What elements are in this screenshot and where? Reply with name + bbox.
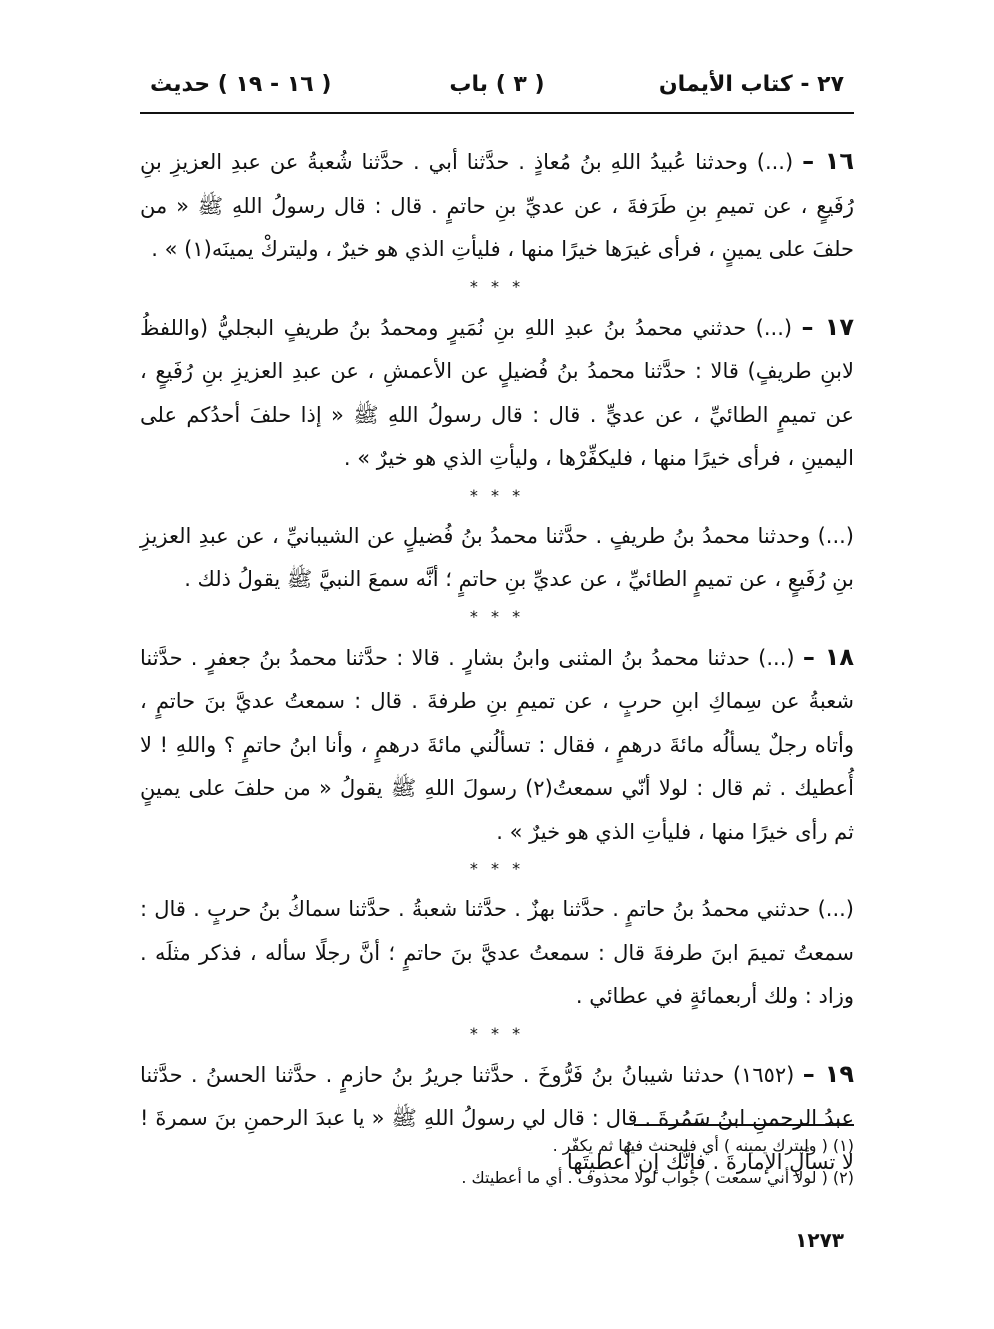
running-header-hadith-range: ( ١٦ - ١٩ ) حديث — [150, 72, 332, 97]
section-separator: * * * — [469, 859, 525, 878]
running-header-section: ( ٣ ) باب — [449, 72, 545, 97]
footnote-rule — [634, 1124, 854, 1126]
header-rule — [140, 112, 854, 114]
section-separator: * * * — [469, 1023, 525, 1043]
hadith-paragraph — [140, 636, 854, 855]
hadith-paragraph — [140, 140, 854, 272]
section-separator: * * * — [469, 606, 525, 626]
section-separator: * * * — [469, 276, 525, 296]
hadith-text: (...) وحدثنا محمدُ بنُ طريفٍ . حدَّثنا محمدُ بنُ فُضيلٍ عن الشيبانيِّ ، عن عبدِ العزيزِ بنِ رُفَيعٍ ، عن تميمٍ الطائيِّ ، عن عديِّ بنِ حاتمٍ ؛ أنَّه سمعَ النبيَّ ﷺ يقولُ ذلك . — [140, 523, 854, 591]
hadith-paragraph — [140, 306, 854, 481]
running-header-chapter: ٢٧ - كتاب الأيمان — [658, 72, 844, 97]
hadith-text: (...) وحدثنا عُبيدُ اللهِ بنُ مُعاذٍ . حدَّثنا أبي . حدَّثنا شُعبةُ عن عبدِ العزيزِ بنِ رُفَيعٍ ، عن تميمِ بنِ طَرَفةَ ، عن عديِّ بنِ حاتمٍ . قال : قال رسولُ اللهِ ﷺ « من حلفَ على يمينٍ ، فرأى غيرَها خيرًا منها ، فليأتِ الذي هو خيرٌ ، وليتركْ يمينَه(١) » . — [140, 150, 854, 261]
hadith-number: ١٨ – — [802, 642, 855, 671]
hadith-number: ١٦ – — [802, 147, 854, 175]
page-number: ١٢٧٣ — [795, 1228, 844, 1252]
hadith-text: (...) حدثني محمدُ بنُ حاتمٍ . حدَّثنا بهزٌ . حدَّثنا شعبةُ . حدَّثنا سماكُ بنُ حربٍ . قال : سمعتُ تميمَ ابنَ طرفةَ قال : سمعتُ عديَّ بنَ حاتمٍ ؛ أنَّ رجلًا سأله ، فذكر مثلَه . وزاد : ولك أربعمائةٍ في عطائي . — [140, 897, 854, 1008]
hadith-body — [140, 140, 854, 1184]
footnotes — [140, 1130, 854, 1194]
hadith-paragraph — [140, 515, 854, 602]
footnote-item: (١) ( وليترك يمينه ) أي فليحنث فيها ثم يكفّر . — [552, 1136, 854, 1155]
hadith-number: ١٧ – — [801, 312, 854, 341]
hadith-text: (١٦٥٢) حدثنا شيبانُ بنُ فَرُّوخَ . حدَّثنا جريرُ بنُ حازمٍ . حدَّثنا الحسنُ . حدَّثنا عبدُ الرحمنِ ابنُ سَمُرةَ . قال : قال لي رسولُ اللهِ ﷺ « يا عبدَ الرحمنِ بنَ سمرةَ ! لا تسألِ الإمارةَ . فإنَّك إن أُعطيتَها — [140, 1062, 854, 1174]
hadith-number: ١٩ – — [802, 1059, 854, 1088]
hadith-text: (...) حدثني محمدُ بنُ عبدِ اللهِ بنِ نُمَيرٍ ومحمدُ بنُ طريفٍ البجليُّ (واللفظُ لابنِ طريفٍ) قالا : حدَّثنا محمدُ بنُ فُضيلٍ عن الأعمشِ ، عن عبدِ العزيزِ بنِ رُفَيعٍ ، عن تميمٍ الطائيِّ ، عن عديٍّ . قال : قال رسولُ اللهِ ﷺ « إذا حلفَ أحدُكم على اليمينِ ، فرأى خيرًا منها ، فليكفِّرْها ، وليأتِ الذي هو خيرٌ » . — [140, 315, 854, 470]
hadith-text: (...) حدثنا محمدُ بنُ المثنى وابنُ بشارٍ . قالا : حدَّثنا محمدُ بنُ جعفرٍ . حدَّثنا شعبةُ عن سِماكِ ابنِ حربٍ ، عن تميمِ بنِ طرفةَ . قال : سمعتُ عديَّ بنَ حاتمٍ ، وأتاه رجلٌ يسألُه مائةَ درهمٍ ، فقال : تسألُني مائةَ درهمٍ ، وأنا ابنُ حاتمٍ ؟ واللهِ ! لا أُعطيك . ثم قال : لولا أنّي سمعتُ(٢) رسولَ اللهِ ﷺ يقولُ « من حلفَ على يمينٍ ثم رأى خيرًا منها ، فليأتِ الذي هو خيرٌ » . — [140, 645, 854, 844]
footnote-item: (٢) ( لولا أني سمعت ) جواب لولا محذوف . أي ما أعطيتك . — [461, 1168, 854, 1187]
section-separator: * * * — [469, 485, 525, 505]
hadith-paragraph — [140, 888, 854, 1019]
